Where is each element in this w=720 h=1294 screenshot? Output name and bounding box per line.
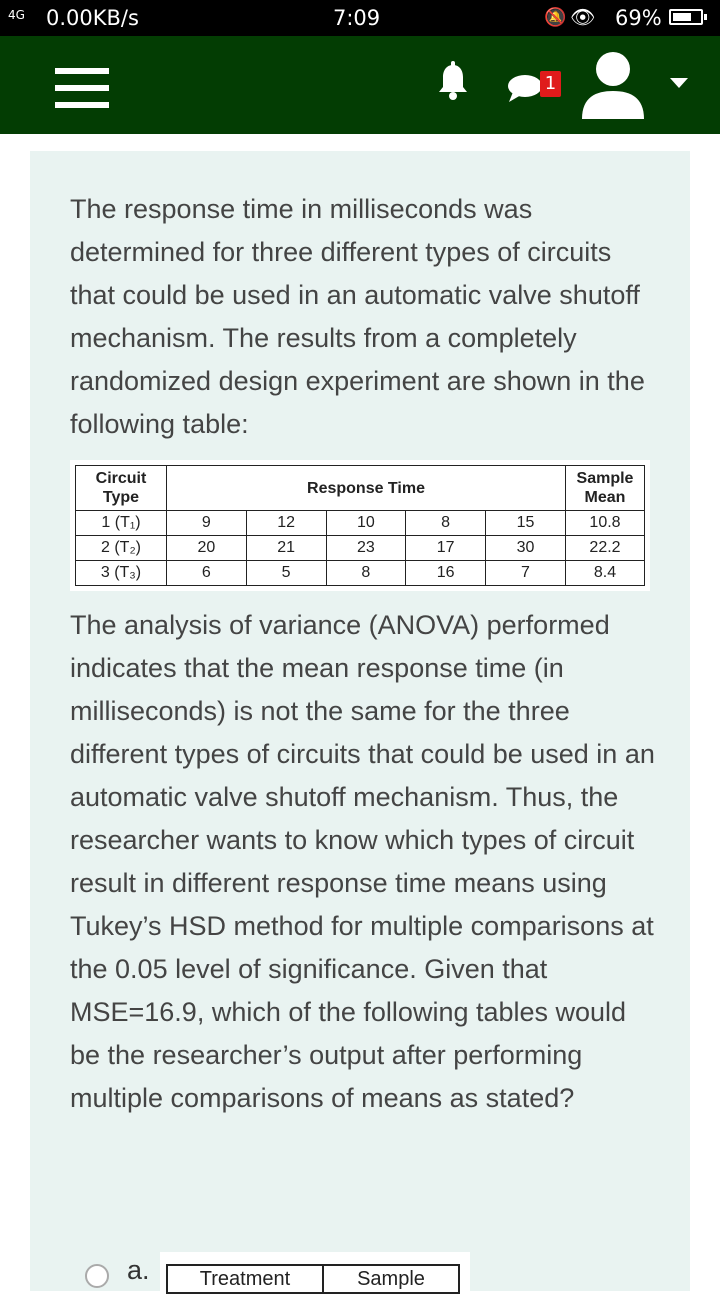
header-response-time: Response Time: [167, 466, 566, 511]
question-body: The analysis of variance (ANOVA) performed indicates that the mean response time (in milliseconds) is not the same for the three different types of circuits that could be used in an automatic valve shutoff mechanism. Thus, the researcher wants to know which types of circuit result in different response time means using Tukey’s HSD method for multiple comparisons at the 0.05 level of significance. Given that MSE=16.9, which of the following tables would be the researcher’s output after performing multiple comparisons of means as stated?: [70, 610, 655, 1113]
value-cell: 8: [406, 511, 486, 536]
circuit-type-cell: 2 (T₂): [76, 536, 167, 561]
table-header-row: [76, 466, 645, 511]
table-row: [76, 511, 645, 536]
mean-cell: 22.2: [566, 536, 645, 561]
value-cell: 30: [486, 536, 566, 561]
signal-indicator: 4G: [8, 8, 25, 22]
value-cell: 16: [406, 561, 486, 586]
mean-cell: 10.8: [566, 511, 645, 536]
question-intro: The response time in milliseconds was determined for three different types of circuits that could be used in an automatic valve shutoff mechanism. The results from a completely randomized design experiment are shown in the following table:: [70, 194, 645, 439]
value-cell: 21: [246, 536, 326, 561]
value-cell: 8: [326, 561, 406, 586]
value-cell: 9: [167, 511, 247, 536]
option-a-header-sample: Sample: [322, 1264, 460, 1294]
option-a-label: a.: [127, 1255, 150, 1285]
eye-comfort-icon: 👁: [570, 5, 596, 29]
user-avatar-icon[interactable]: [576, 49, 650, 125]
mean-cell: 8.4: [566, 561, 645, 586]
header-sample-mean: Sample Mean: [566, 466, 645, 511]
status-bar: [0, 0, 720, 36]
circuit-type-cell: 3 (T₃): [76, 561, 167, 586]
chevron-down-icon[interactable]: [668, 76, 690, 90]
value-cell: 7: [486, 561, 566, 586]
header-circuit-type: Circuit Type: [76, 466, 167, 511]
chat-bubble-icon: [505, 72, 545, 106]
value-cell: 23: [326, 536, 406, 561]
message-count-badge: 1: [540, 71, 561, 97]
answer-option-a[interactable]: [85, 1252, 485, 1290]
table-row: [76, 561, 645, 586]
app-bar: [0, 36, 720, 134]
option-a-radio[interactable]: [85, 1264, 109, 1288]
table-row: [76, 536, 645, 561]
circuit-type-cell: 1 (T₁): [76, 511, 167, 536]
silent-icon: 🔕: [544, 7, 567, 28]
messages-button[interactable]: [505, 66, 557, 106]
data-table-image: [70, 460, 650, 591]
value-cell: 6: [167, 561, 247, 586]
option-a-table-image: [160, 1252, 470, 1292]
network-speed: 0.00KB/s: [46, 6, 139, 30]
value-cell: 20: [167, 536, 247, 561]
value-cell: 10: [326, 511, 406, 536]
option-a-header-treatment: Treatment: [166, 1264, 324, 1294]
notification-bell-icon[interactable]: [436, 61, 470, 101]
value-cell: 12: [246, 511, 326, 536]
clock: 7:09: [333, 6, 381, 30]
value-cell: 17: [406, 536, 486, 561]
battery-percentage: 69%: [615, 6, 662, 30]
hamburger-menu-icon[interactable]: [55, 68, 109, 108]
battery-icon: [669, 9, 703, 25]
value-cell: 15: [486, 511, 566, 536]
response-time-table: [75, 465, 645, 586]
value-cell: 5: [246, 561, 326, 586]
